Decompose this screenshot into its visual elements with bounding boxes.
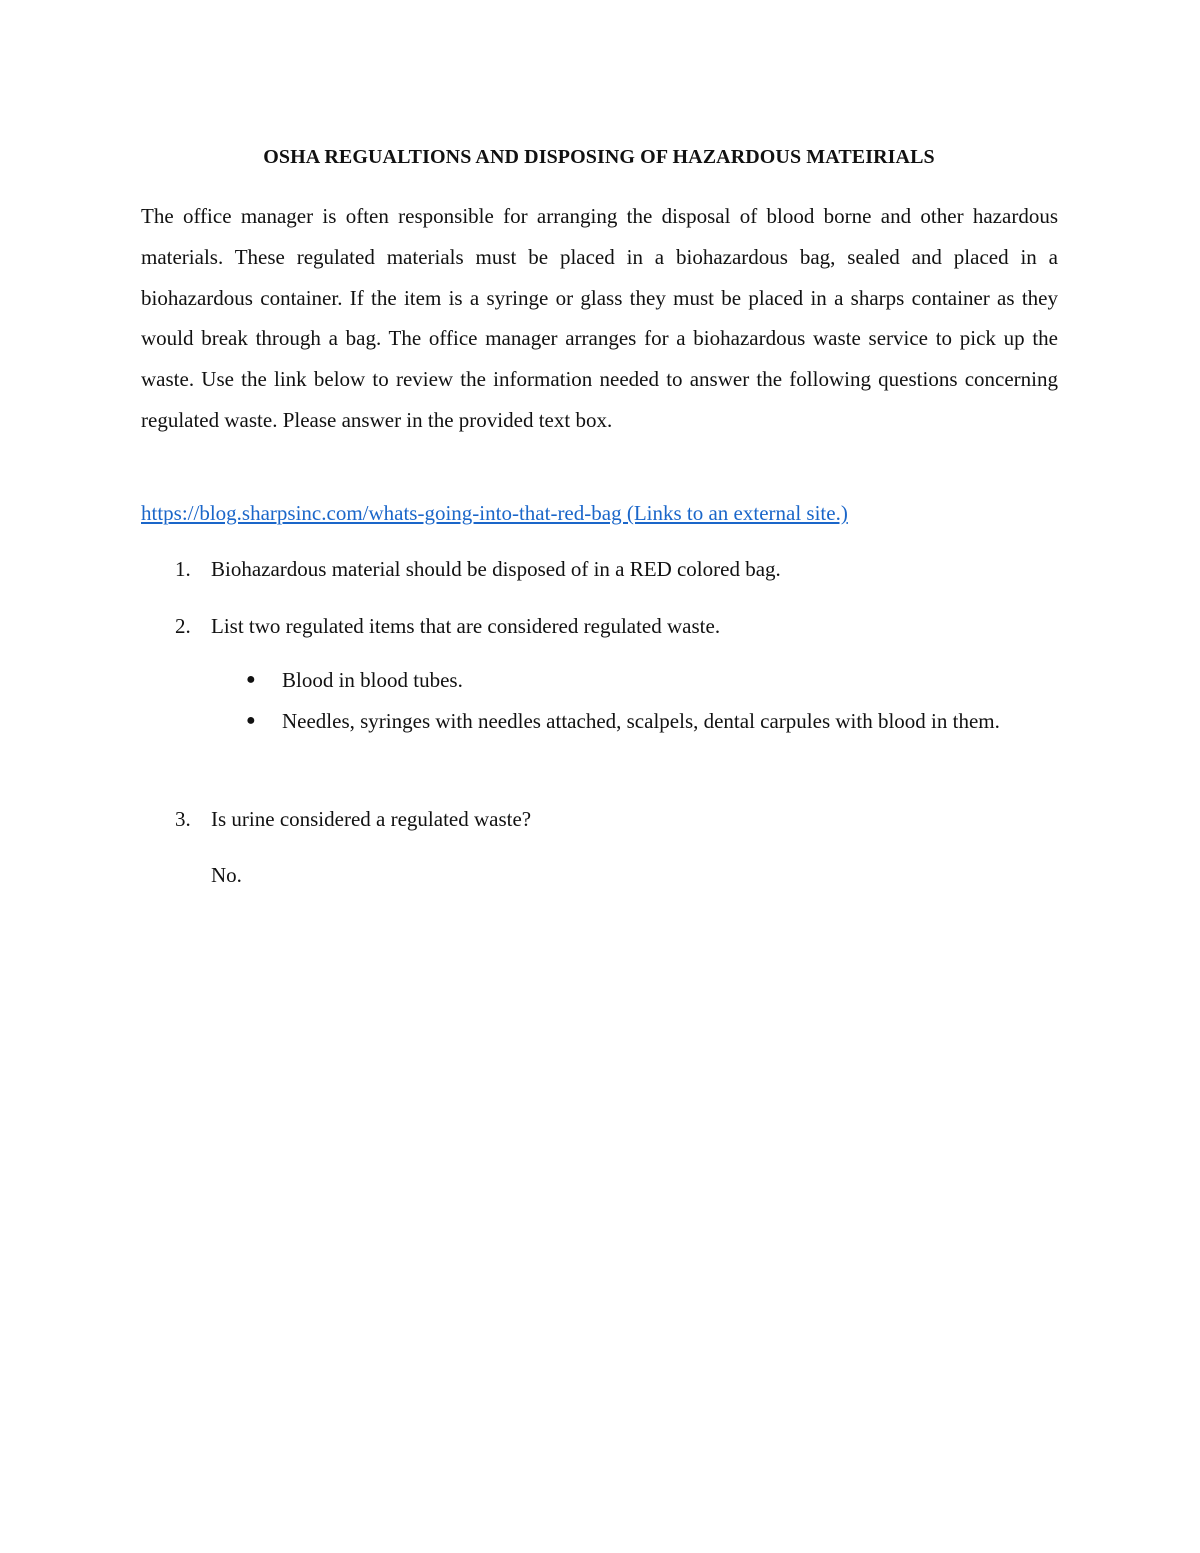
question-number: 3. bbox=[175, 807, 191, 831]
list-item-text: Blood in blood tubes. bbox=[282, 668, 463, 692]
answer-text: No. bbox=[211, 863, 242, 887]
question-number: 2. bbox=[175, 614, 191, 638]
list-item-text: Needles, syringes with needles attached, scalpels, dental carpules with blood in them. bbox=[282, 709, 1000, 733]
external-link[interactable]: https://blog.sharpsinc.com/whats-going-into-that-red-bag (Links to an external site.) bbox=[141, 501, 848, 525]
bullet-icon: ● bbox=[246, 671, 256, 688]
question-text: Biohazardous material should be disposed of in a RED colored bag. bbox=[211, 557, 781, 581]
document-title: OSHA REGUALTIONS AND DISPOSING OF HAZARDOUS MATEIRIALS bbox=[263, 146, 935, 168]
question-number: 1. bbox=[175, 557, 191, 581]
intro-paragraph: The office manager is often responsible for arranging the disposal of blood borne and other hazardous materials. These regulated materials must be placed in a biohazardous bag, sealed and placed in a biohazardous container. If the item is a syringe or glass they must be placed in a sharps container as they would break through a bag. The office manager arranges for a biohazardous waste service to pick up the waste. Use the link below to review the information needed to answer the following questions concerning regulated waste. Please answer in the provided text box. bbox=[141, 204, 1058, 432]
question-text: Is urine considered a regulated waste? bbox=[211, 807, 532, 831]
question-text: List two regulated items that are considered regulated waste. bbox=[211, 614, 721, 638]
bullet-icon: ● bbox=[246, 712, 256, 729]
